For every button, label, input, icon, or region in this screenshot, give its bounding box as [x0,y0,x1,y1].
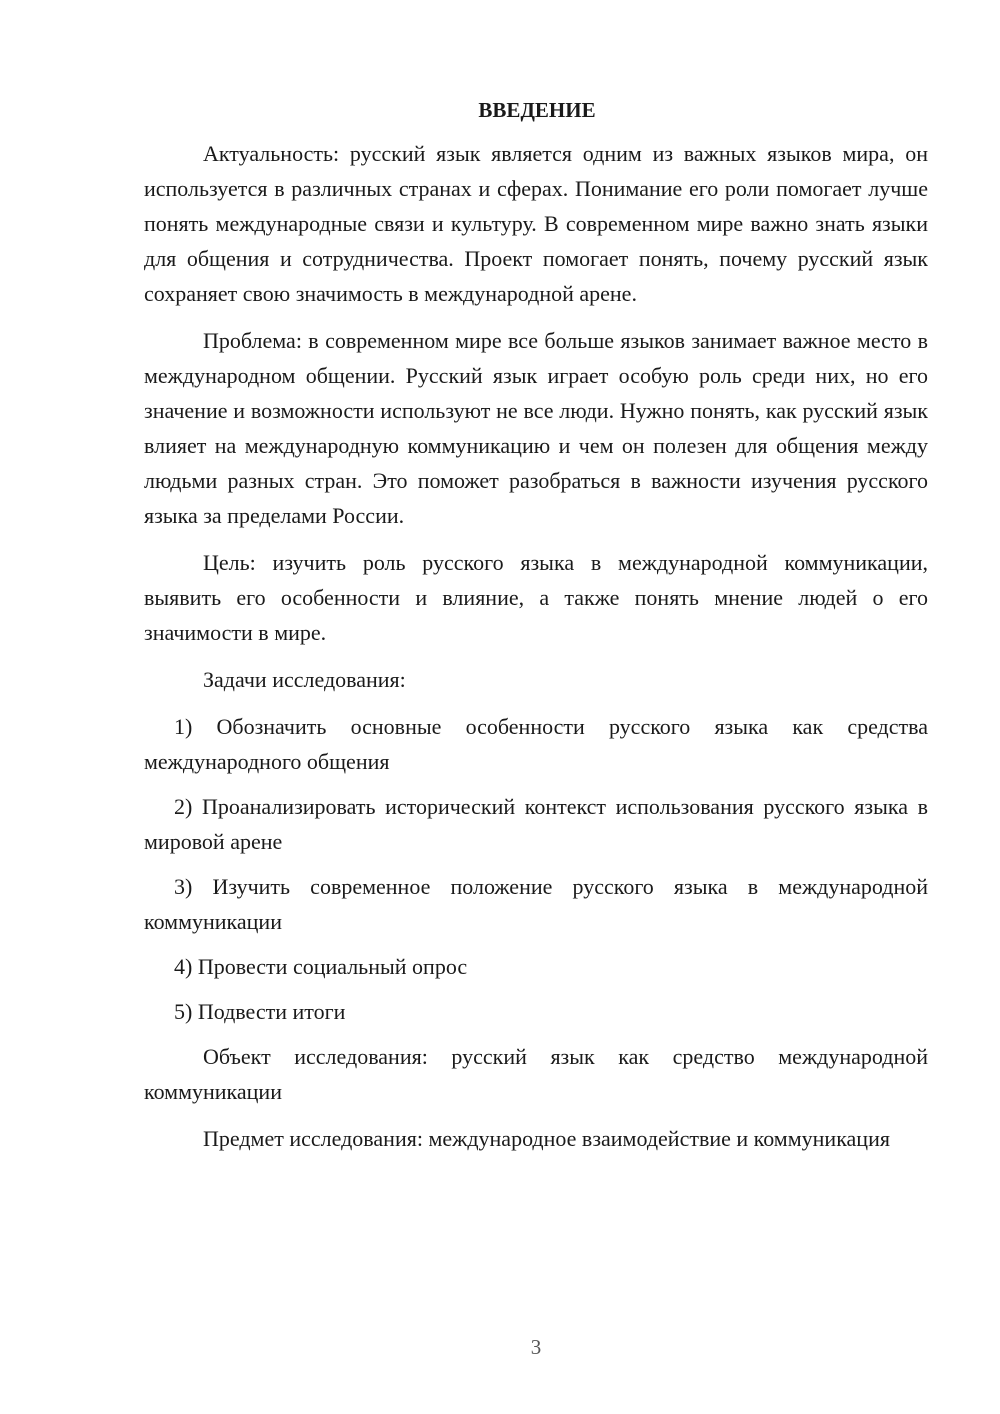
section-title: ВВЕДЕНИЕ [478,98,596,122]
problem-paragraph: Проблема: в современном мире все больше языков занимает важное место в международном общении. Русский язык играет особую роль среди них, но его значение и возможности используют не все люди. Нужно понять, как русский язык влияет на международную коммуникацию и чем он полезен для общения между людьми разных стран. Это поможет разобраться в важности изучения русского языка за пределами России. [144,328,928,528]
tasks-heading: Задачи исследования: [203,667,406,692]
goal-paragraph: Цель: изучить роль русского языка в международной коммуникации, выявить его особенности и влияние, а также понять мнение людей о его значимости в мире. [144,550,928,645]
task-item: 3) Изучить современное положение русского языка в международной коммуникации [144,874,928,934]
subject-paragraph: Предмет исследования: международное взаимодействие и коммуникация [203,1126,890,1151]
page-number: 3 [530,1335,542,1359]
task-item: 5) Подвести итоги [174,999,346,1024]
task-item: 4) Провести социальный опрос [174,954,468,979]
page-content [144,96,928,1168]
task-item: 2) Проанализировать исторический контекст использования русского языка в мировой арене [144,794,928,854]
task-item: 1) Обозначить основные особенности русского языка как средства международного общения [144,714,928,774]
object-paragraph: Объект исследования: русский язык как средство международной коммуникации [144,1044,928,1104]
relevance-paragraph: Актуальность: русский язык является одним из важных языков мира, он используется в различных странах и сферах. Понимание его роли помогает лучше понять международные связи и культуру. В современном мире важно знать языки для общения и сотрудничества. Проект помогает понять, почему русский язык сохраняет свою значимость в международной арене. [144,141,928,306]
